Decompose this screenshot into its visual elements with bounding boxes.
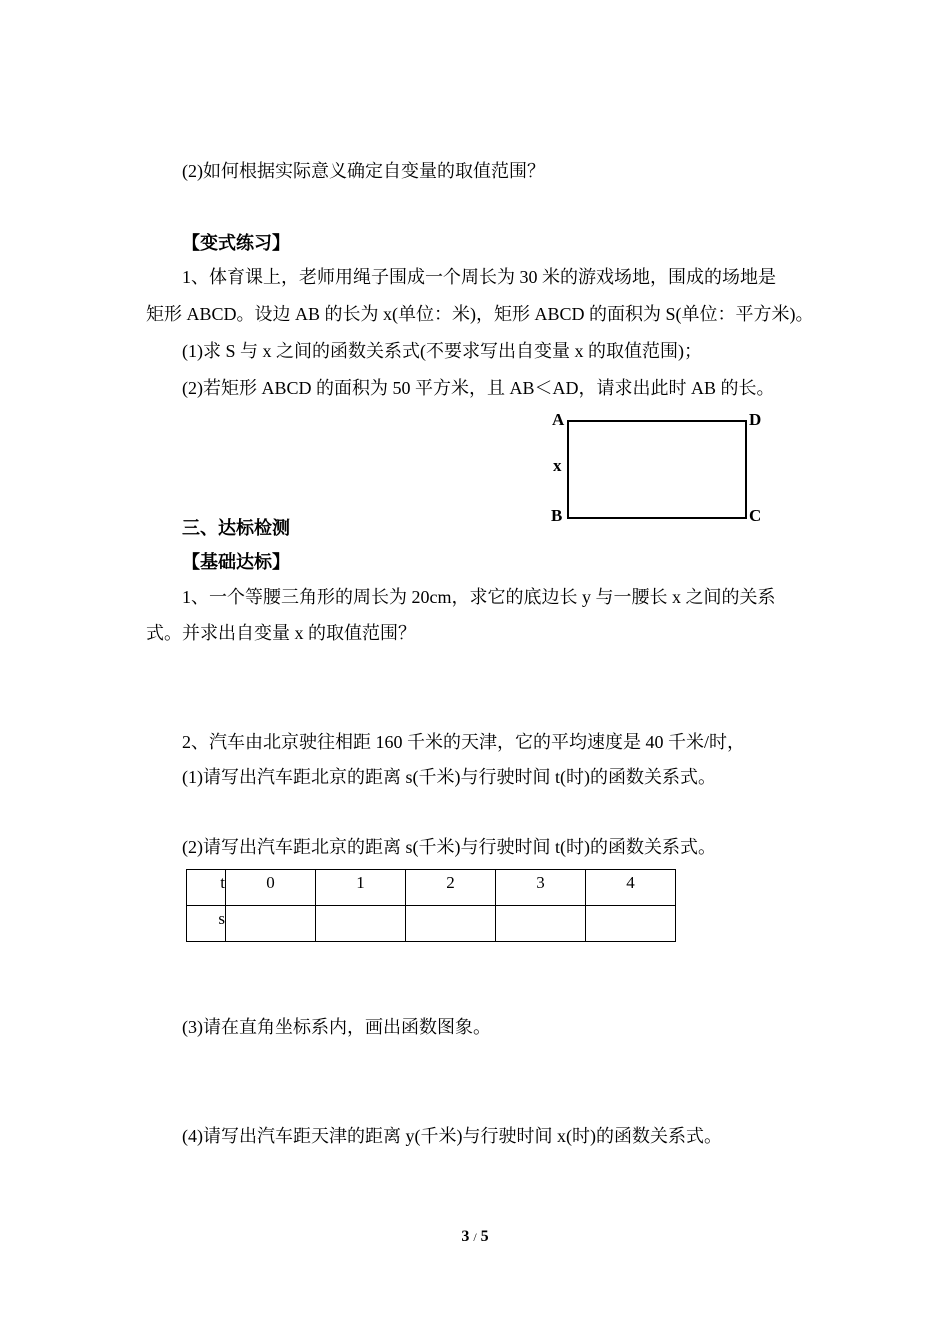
variant-1-question-1: (1)求 S 与 x 之间的函数关系式(不要求写出自变量 x 的取值范围)； bbox=[182, 341, 702, 361]
s-value-2 bbox=[406, 906, 496, 942]
row-label-s: s bbox=[187, 906, 226, 942]
basic-2-question-3: (3)请在直角坐标系内，画出函数图象。 bbox=[182, 1017, 491, 1037]
t-value-2: 2 bbox=[406, 870, 496, 906]
section-3-heading: 三、达标检测 bbox=[182, 518, 290, 538]
t-value-4: 4 bbox=[586, 870, 676, 906]
basic-2-question-1: (1)请写出汽车距北京的距离 s(千米)与行驶时间 t(时)的函数关系式。 bbox=[182, 767, 716, 787]
s-value-0 bbox=[226, 906, 316, 942]
table-row-t bbox=[187, 870, 676, 906]
variant-practice-heading: 【变式练习】 bbox=[182, 233, 290, 253]
label-d: D bbox=[749, 410, 762, 429]
page-separator: / bbox=[473, 1230, 477, 1244]
s-value-3 bbox=[496, 906, 586, 942]
rectangle-shape bbox=[568, 421, 746, 518]
question-2-prev: (2)如何根据实际意义确定自变量的取值范围？ bbox=[182, 161, 545, 181]
variant-1-text-line2: 矩形 ABCD。设边 AB 的长为 x(单位：米)，矩形 ABCD 的面积为 S(单位：平方米)。 bbox=[146, 304, 814, 324]
label-x: x bbox=[553, 456, 562, 475]
basic-1-text-line1: 1、一个等腰三角形的周长为 20cm，求它的底边长 y 与一腰长 x 之间的关系 bbox=[182, 587, 776, 607]
variant-1-question-2: (2)若矩形 ABCD 的面积为 50 平方米，且 AB＜AD，请求出此时 AB 的长。 bbox=[182, 378, 775, 398]
row-label-t: t bbox=[187, 870, 226, 906]
basic-2-question-4: (4)请写出汽车距天津的距离 y(千米)与行驶时间 x(时)的函数关系式。 bbox=[182, 1126, 722, 1146]
basic-1-text-line2: 式。并求出自变量 x 的取值范围？ bbox=[146, 623, 416, 643]
label-a: A bbox=[552, 410, 565, 429]
value-table bbox=[186, 869, 676, 942]
t-value-3: 3 bbox=[496, 870, 586, 906]
table-row-s bbox=[187, 906, 676, 942]
variant-1-text-line1: 1、体育课上，老师用绳子围成一个周长为 30 米的游戏场地，围成的场地是 bbox=[182, 267, 776, 287]
s-value-1 bbox=[316, 906, 406, 942]
label-c: C bbox=[749, 506, 762, 525]
page-number bbox=[0, 1228, 950, 1246]
rectangle-abcd-diagram bbox=[548, 405, 768, 525]
page-total: 5 bbox=[480, 1228, 489, 1245]
basic-2-question-2: (2)请写出汽车距北京的距离 s(千米)与行驶时间 t(时)的函数关系式。 bbox=[182, 837, 716, 857]
t-value-0: 0 bbox=[226, 870, 316, 906]
label-b: B bbox=[551, 506, 563, 525]
t-value-1: 1 bbox=[316, 870, 406, 906]
page-current: 3 bbox=[461, 1228, 470, 1245]
basic-2-intro: 2、汽车由北京驶往相距 160 千米的天津，它的平均速度是 40 千米/时， bbox=[182, 732, 745, 752]
basic-standard-heading: 【基础达标】 bbox=[182, 552, 290, 572]
s-value-4 bbox=[586, 906, 676, 942]
